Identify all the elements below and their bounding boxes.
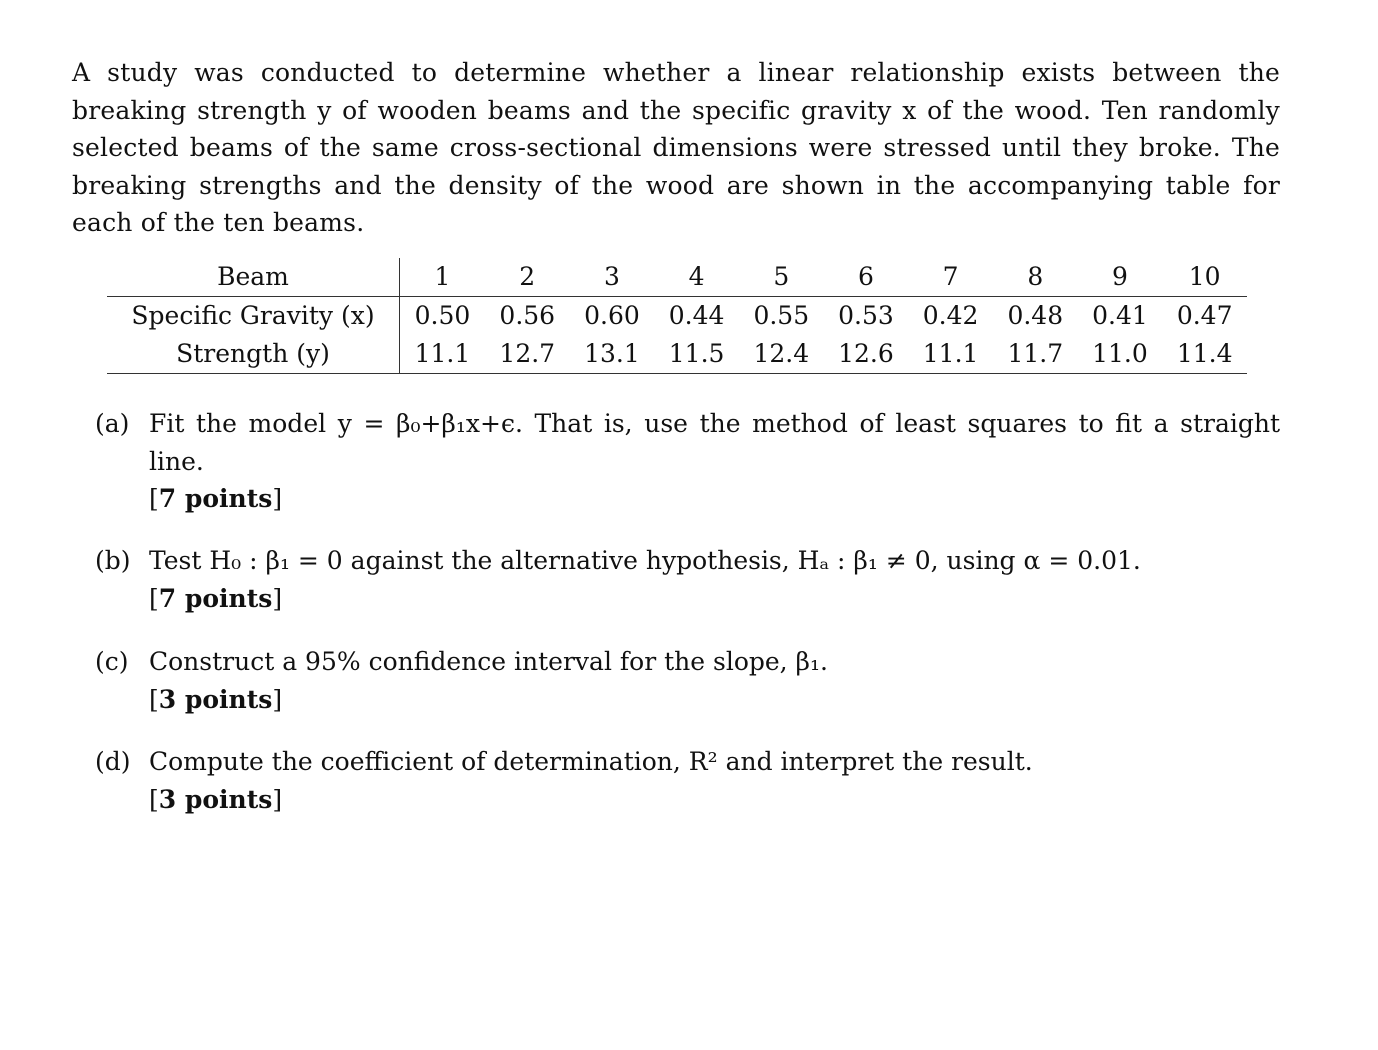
table-row-beam — [107, 258, 1247, 297]
data-table — [107, 258, 1247, 374]
points: 3 points — [158, 784, 273, 814]
question-part-b: (b) Test H₀ : β₁ = 0 against the alternative hypothesis, Hₐ : β₁ ≠ 0, using α = 0.01. [7 points] — [95, 542, 1280, 617]
part-text: Construct a 95% confidence interval for the slope, β₁. — [149, 647, 828, 676]
cell: 11.4 — [1162, 335, 1247, 374]
cell: 11.7 — [993, 335, 1078, 374]
cell: 12.4 — [739, 335, 824, 374]
table-row-strength — [107, 335, 1247, 374]
cell: 0.44 — [668, 301, 725, 330]
cell: 10 — [1162, 258, 1247, 297]
points: 3 points — [158, 684, 273, 714]
cell: 11.5 — [654, 335, 739, 374]
cell: 9 — [1078, 258, 1163, 297]
cell: 0.47 — [1176, 301, 1233, 330]
cell: 12.6 — [824, 335, 909, 374]
cell: 0.41 — [1092, 301, 1148, 330]
cell: 6 — [824, 258, 909, 297]
cell: 12.7 — [485, 335, 570, 374]
cell: 13.1 — [570, 335, 655, 374]
part-label: (b) — [95, 546, 131, 575]
row-label: Specific Gravity (x) — [107, 297, 400, 336]
part-label: (c) — [95, 647, 129, 676]
cell: 0.50 — [414, 301, 471, 330]
points: 7 points — [158, 583, 273, 613]
problem-intro: A study was conducted to determine whether a linear relationship exists between the breaking strength y of wooden beams and the specific gravity x of the wood. Ten randomly selected beams of the same cross-sectional dimensions were stressed until they broke. The breaking strengths and the density of the wood are shown in the accompanying table for each of the ten beams. — [72, 58, 1280, 237]
cell: 0.42 — [922, 301, 979, 330]
cell: 0.55 — [753, 301, 810, 330]
cell: 7 — [908, 258, 993, 297]
cell: 3 — [570, 258, 655, 297]
question-part-a: (a) Fit the model y = β₀+β₁x+ϵ. That is, use the method of least squares to fit a straight line. [7 points] — [95, 405, 1280, 518]
row-label: Strength (y) — [107, 335, 400, 374]
cell: 1 — [400, 258, 485, 297]
cell: 0.48 — [1007, 301, 1064, 330]
question-part-d: (d) Compute the coefficient of determination, R² and interpret the result. [3 points] — [95, 743, 1280, 818]
part-text: Fit the model y = β₀+β₁x+ϵ. That is, use the method of least squares to fit a straight line. — [149, 409, 1280, 476]
part-label: (d) — [95, 747, 131, 776]
cell: 11.0 — [1078, 335, 1163, 374]
cell: 5 — [739, 258, 824, 297]
table-row-gravity — [107, 297, 1247, 336]
part-label: (a) — [95, 409, 130, 438]
cell: 11.1 — [908, 335, 993, 374]
points: 7 points — [158, 484, 273, 513]
row-label: Beam — [107, 258, 400, 297]
cell: 11.1 — [400, 335, 485, 374]
question-part-c: (c) Construct a 95% confidence interval for the slope, β₁. [3 points] — [95, 643, 1280, 718]
cell: 4 — [654, 258, 739, 297]
cell: 0.60 — [584, 301, 640, 330]
part-text: Compute the coefficient of determination, R² and interpret the result. — [149, 747, 1033, 776]
cell: 0.53 — [838, 301, 894, 330]
cell: 8 — [993, 258, 1078, 297]
part-text: Test H₀ : β₁ = 0 against the alternative hypothesis, Hₐ : β₁ ≠ 0, using α = 0.01. — [149, 546, 1141, 575]
cell: 2 — [485, 258, 570, 297]
cell: 0.56 — [499, 301, 556, 330]
